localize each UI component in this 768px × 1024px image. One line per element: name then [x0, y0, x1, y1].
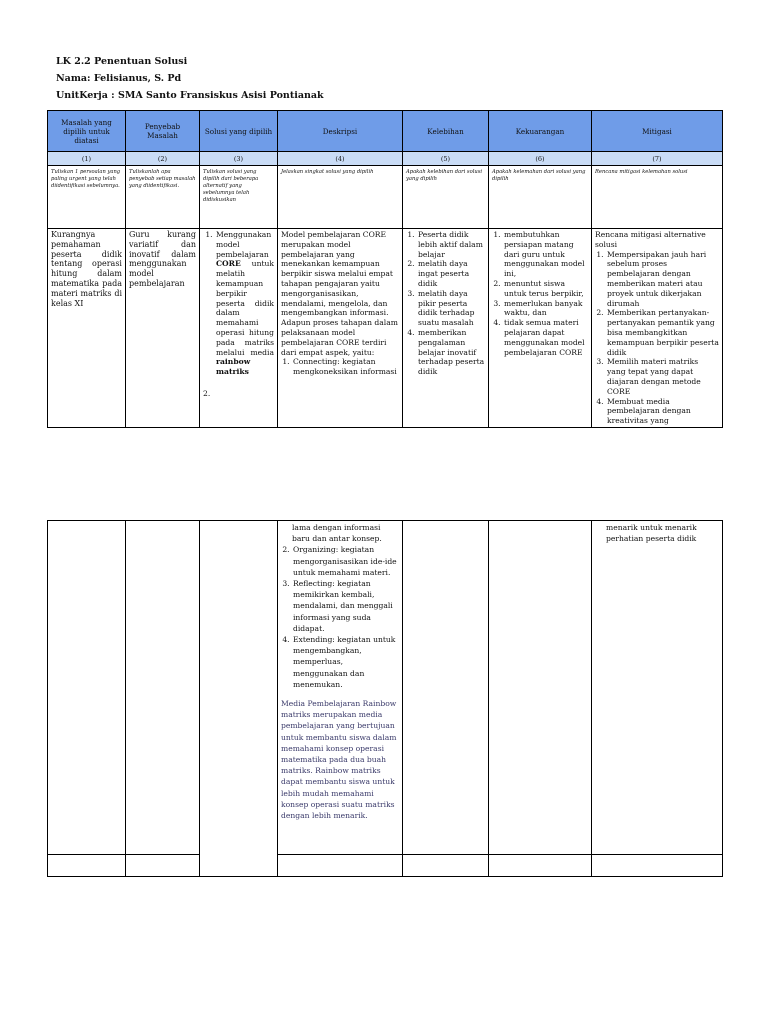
deskripsi-step: 2. Organizing: kegiatan mengorganisasikan ide-ide untuk memahami materi.: [292, 544, 399, 578]
mitigasi-cell: [592, 229, 723, 428]
kekurangan-item: 1. membutuhkan persiapan matang dari guru untuk menggunakan model ini,: [503, 230, 588, 279]
hint-deskripsi: Jelaskan singkat solusi yang dipilih: [278, 166, 403, 229]
col-number: (3): [200, 152, 278, 166]
kelebihan-item: 4. memberikan pengalaman belajar inovatif terhadap peserta didik: [417, 328, 485, 377]
worksheet-title: LK 2.2 Penentuan Solusi: [56, 56, 188, 67]
content-row: [48, 229, 723, 428]
media-description: Media Pembelajaran Rainbow matriks merupakan media pembelajaran yang bertujuan untuk membantu siswa dalam memahami konsep operasi matematika pada dua buah matriks. Rainbow matriks dapat membantu siswa untuk lebih mudah memahami konsep operasi suatu matriks dengan lebih menarik.: [281, 699, 397, 821]
empty-cell: [403, 855, 489, 877]
mitigasi-cell-cont: [592, 521, 723, 855]
empty-cell: [592, 855, 723, 877]
kekurangan-item: 3. memerlukan banyak waktu, dan: [503, 299, 588, 319]
mitigasi-item: 4. Membuat media pembelajaran dengan kreativitas yang: [606, 397, 719, 426]
solution-table-page1: [47, 110, 723, 428]
column-number-row: [48, 152, 723, 166]
empty-cell: [489, 855, 592, 877]
solusi-item-2: 2.: [203, 388, 211, 398]
content-row-continued: [48, 521, 723, 855]
table-header-row: [48, 111, 723, 152]
mitigasi-item: 1. Mempersipakan jauh hari sebelum proses pembelajaran dengan memberikan materi atau proyek untuk dikerjakan dirumah: [606, 250, 719, 309]
empty-row: [48, 855, 723, 877]
kelebihan-cell-cont: [403, 521, 489, 855]
empty-cell: [278, 855, 403, 877]
kelebihan-item: 2. melatih daya ingat peserta didik: [417, 259, 485, 288]
document-header: [56, 53, 324, 104]
kekurangan-cell-cont: [489, 521, 592, 855]
masalah-text: Kurangnya pemahaman peserta didik tentang operasi hitung dalam matematika pada materi matriks di kelas XI: [51, 230, 122, 308]
col-header-kelebihan: Kelebihan: [403, 111, 489, 152]
hint-solusi: Tuliskan solusi yang dipilih dari beberapa alternatif yang sebelumnya telah didiskusikan: [200, 166, 278, 229]
deskripsi-step-cont: lama dengan informasi baru dan antar konsep.: [292, 523, 382, 544]
deskripsi-intro: Model pembelajaran CORE merupakan model pembelajaran yang menekankan kemampuan berpikir siswa melalui empat tahapan pengajaran yaitu mengorganisasikan, mendalami, mengelola, dan mengembangkan informasi. Adapun proses tahapan dalam pelaksanaan model pembelajaran CORE terdiri dari empat aspek, yaitu:: [281, 230, 398, 357]
col-header-deskripsi: Deskripsi: [278, 111, 403, 152]
kelebihan-cell: [403, 229, 489, 428]
kelebihan-item: 1. Peserta didik lebih aktif dalam belajar: [417, 230, 485, 259]
penyebab-cell: [126, 229, 200, 428]
kelebihan-item: 3. melatih daya pikir peserta didik terhadap suatu masalah: [417, 289, 485, 328]
hint-kelebihan: Apakah kelebihan dari solusi yang dipilih: [403, 166, 489, 229]
solusi-cell-cont: [200, 521, 278, 877]
hint-row: [48, 166, 723, 229]
col-header-solusi: Solusi yang dipilih: [200, 111, 278, 152]
masalah-cell-cont: [48, 521, 126, 855]
col-header-masalah: Masalah yang dipilih untuk diatasi: [48, 111, 126, 152]
author-name: Nama: Felisianus, S. Pd: [56, 73, 182, 84]
deskripsi-cell: [278, 229, 403, 428]
deskripsi-step: 3. Reflecting: kegiatan memikirkan kembali, mendalami, dan menggali informasi yang suda didapat.: [292, 578, 399, 634]
solution-table-page2: [47, 520, 723, 877]
deskripsi-cell-cont: [278, 521, 403, 855]
mitigasi-item: 3. Memilih materi matriks yang tepat yang dapat diajaran dengan metode CORE: [606, 357, 719, 396]
empty-cell: [48, 855, 126, 877]
mitigasi-intro: Rencana mitigasi alternative solusi: [595, 230, 706, 249]
col-number: (7): [592, 152, 723, 166]
solusi-cell: [200, 229, 278, 428]
mitigasi-item-cont: menarik untuk menarik perhatian peserta didik: [606, 523, 697, 544]
mitigasi-item: 2. Memberikan pertanyakan-pertanyakan pemantik yang bisa membangkitkan kemampuan berpikir peserta didik: [606, 308, 719, 357]
masalah-cell: [48, 229, 126, 428]
hint-kekurangan: Apakah kelemahan dari solusi yang dipilih: [489, 166, 592, 229]
hint-masalah: Tuliskan 1 persoalan yang paling urgent yang telah diidentifikasi sebelumnya.: [48, 166, 126, 229]
penyebab-text: Guru kurang variatif dan inovatif dalam menggunakan model pembelajaran: [129, 230, 196, 288]
penyebab-cell-cont: [126, 521, 200, 855]
col-header-penyebab: Penyebab Masalah: [126, 111, 200, 152]
deskripsi-step: 1. Connecting: kegiatan mengkoneksikan informasi: [292, 357, 399, 377]
col-header-kekurangan: Kekuarangan: [489, 111, 592, 152]
solusi-item: 1. Menggunakan model pembelajaran CORE untuk melatih kemampuan berpikir peserta didik dalam memahami operasi hitung pada matriks melalui media rainbow matriks: [215, 230, 274, 377]
deskripsi-step: 4. Extending: kegiatan untuk mengembangkan, memperluas, menggunakan dan menemukan.: [292, 634, 399, 690]
kekurangan-item: 2. menuntut siswa untuk terus berpikir,: [503, 279, 588, 299]
col-number: (4): [278, 152, 403, 166]
kekurangan-item: 4. tidak semua materi pelajaran dapat menggunakan model pembelajaran CORE: [503, 318, 588, 357]
col-number: (5): [403, 152, 489, 166]
hint-mitigasi: Rencana mitigasi kelemahan solusi: [592, 166, 723, 229]
col-number: (6): [489, 152, 592, 166]
hint-penyebab: Tuliskanlah apa penyebab setiap masalah yang diidentifikasi.: [126, 166, 200, 229]
col-number: (2): [126, 152, 200, 166]
col-number: (1): [48, 152, 126, 166]
col-header-mitigasi: Mitigasi: [592, 111, 723, 152]
kekurangan-cell: [489, 229, 592, 428]
work-unit: UnitKerja : SMA Santo Fransiskus Asisi Pontianak: [56, 90, 324, 101]
empty-cell: [126, 855, 200, 877]
